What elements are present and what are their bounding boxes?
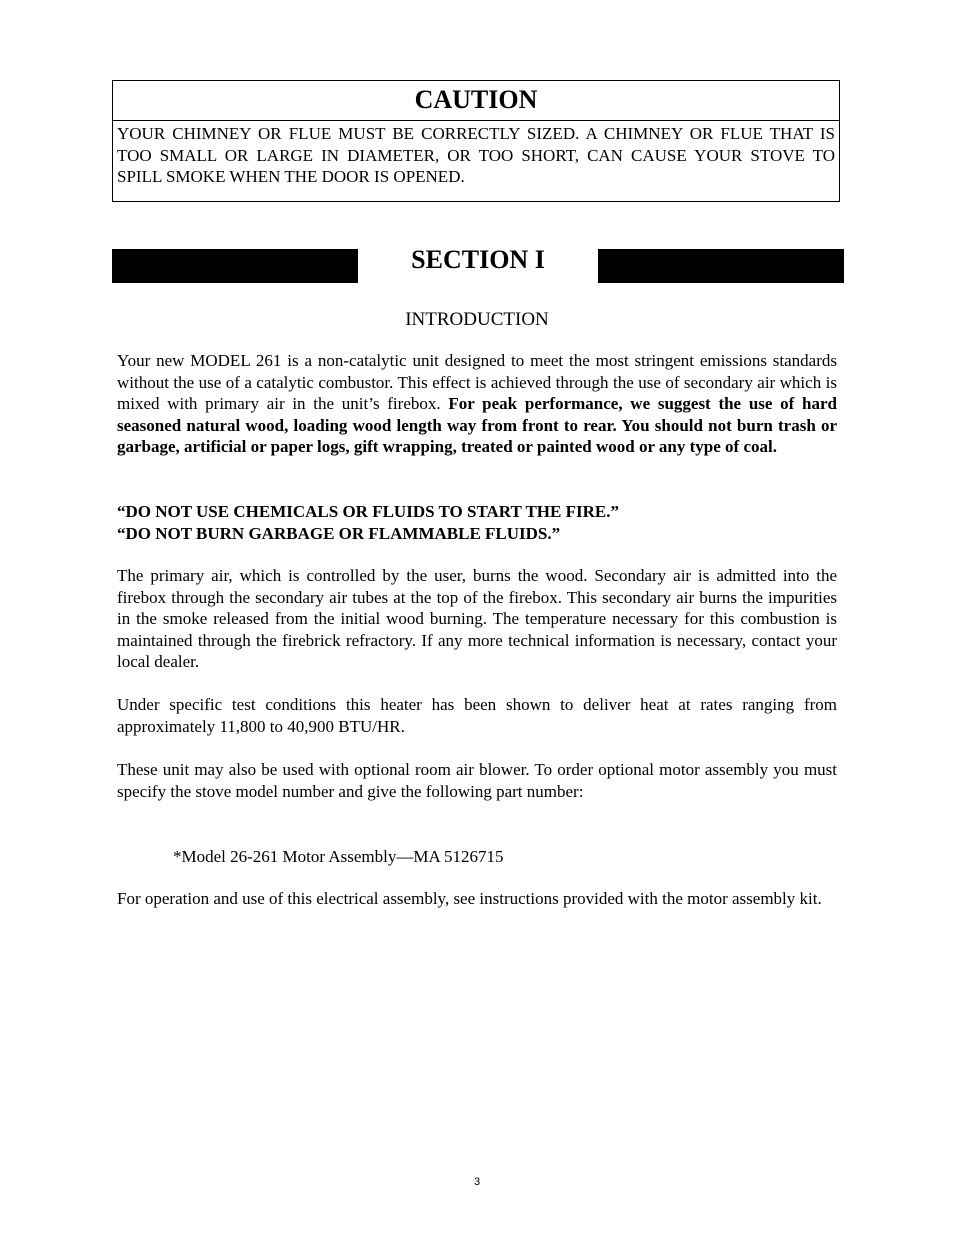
- intro-paragraph-1: [117, 350, 837, 458]
- section-bar-left: [112, 249, 358, 283]
- intro-paragraph-5: For operation and use of this electrical assembly, see instructions provided with the motor assembly kit.: [117, 889, 822, 908]
- intro-paragraph-4: These unit may also be used with optional room air blower. To order optional motor assembly you must specify the stove model number and give the following part number:: [117, 760, 837, 801]
- warning-garbage: “DO NOT BURN GARBAGE OR FLAMMABLE FLUIDS.”: [117, 523, 561, 543]
- part-number: *Model 26-261 Motor Assembly—MA 5126715: [173, 847, 504, 866]
- warning-chemicals: “DO NOT USE CHEMICALS OR FLUIDS TO START THE FIRE.”: [117, 502, 619, 521]
- warnings: [117, 501, 837, 544]
- caution-text: YOUR CHIMNEY OR FLUE MUST BE CORRECTLY SIZED. A CHIMNEY OR FLUE THAT IS TOO SMALL OR LARGE IN DIAMETER, OR TOO SHORT, CAN CAUSE YOUR STOVE TO SPILL SMOKE WHEN THE DOOR IS OPENED.: [117, 124, 835, 186]
- intro-paragraph-3: Under specific test conditions this heater has been shown to deliver heat at rates ranging from approximately 11,800 to 40,900 BTU/HR.: [117, 695, 837, 736]
- intro-heading: INTRODUCTION: [405, 309, 549, 330]
- intro-paragraph-1-bold: For peak performance, we suggest the use of hard seasoned natural wood, loading wood length way from front to rear. You should not burn trash or garbage, artificial or paper logs, gift wrapping, treated or painted wood or any type of coal.: [117, 394, 837, 456]
- section-title: SECTION I: [411, 245, 545, 274]
- caution-title: CAUTION: [113, 81, 839, 121]
- caution-box: [112, 80, 840, 202]
- intro-paragraph-2: The primary air, which is controlled by the user, burns the wood. Secondary air is admitted into the firebox through the secondary air tubes at the top of the firebox. This secondary air burns the impurities in the smoke released from the initial wood burning. The temperature necessary for this combustion is maintained through the firebrick refractory. If any more technical information is necessary, contact your local dealer.: [117, 566, 837, 671]
- page-number: 3: [473, 1176, 481, 1188]
- section-bar-right: [598, 249, 844, 283]
- intro-paragraph-1-text: Your new MODEL 261 is a non-catalytic unit designed to meet the most stringent emissions standards without the use of a catalytic combustor. This effect is achieved through the use of secondary air which is mixed with primary air in the unit’s firebox.: [117, 351, 837, 413]
